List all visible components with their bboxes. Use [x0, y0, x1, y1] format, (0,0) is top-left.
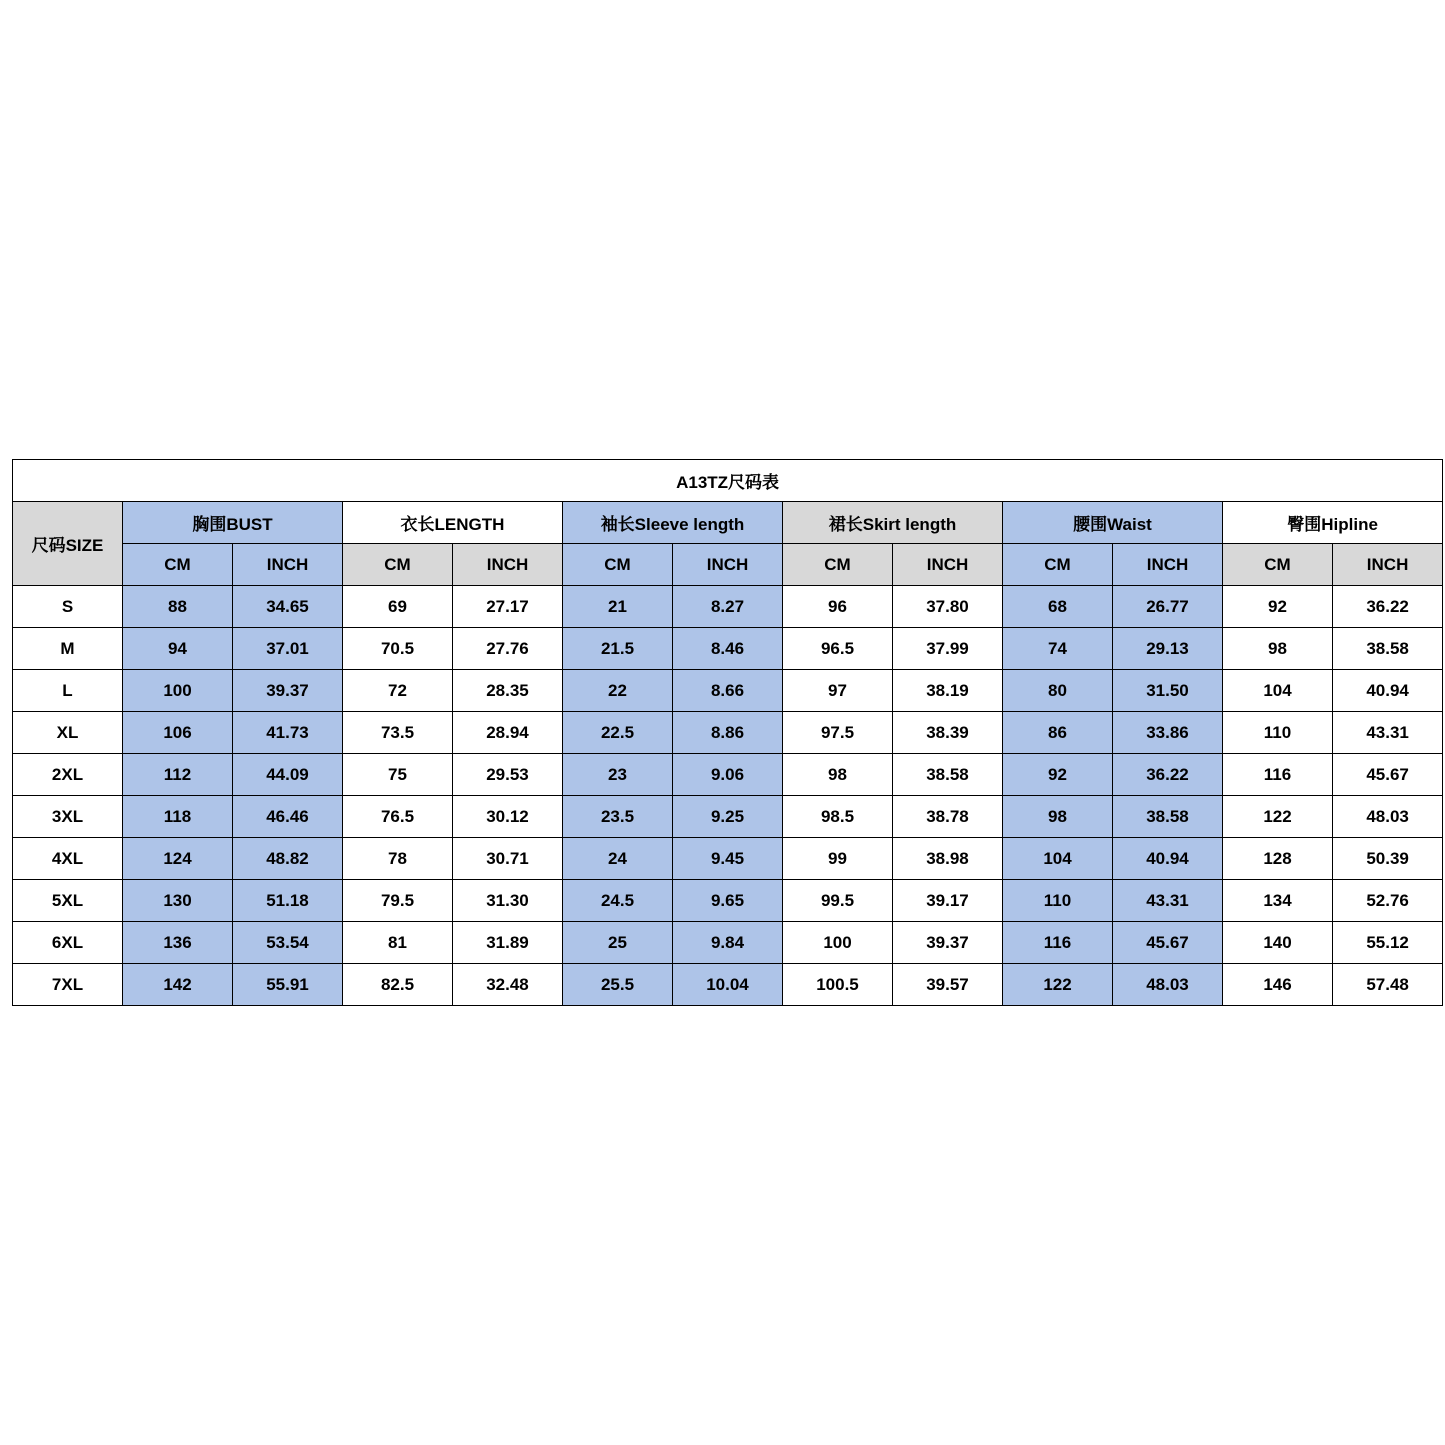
cell-sleeve-inch: 10.04: [673, 964, 783, 1006]
cell-skirt-cm: 99.5: [783, 880, 893, 922]
cell-sleeve-cm: 21.5: [563, 628, 673, 670]
cell-hip-cm: 140: [1223, 922, 1333, 964]
cell-sleeve-inch: 9.25: [673, 796, 783, 838]
cell-waist-inch: 36.22: [1113, 754, 1223, 796]
cell-length-inch: 27.17: [453, 586, 563, 628]
cell-skirt-inch: 38.78: [893, 796, 1003, 838]
cell-bust-inch: 55.91: [233, 964, 343, 1006]
cell-hip-cm: 104: [1223, 670, 1333, 712]
cell-hip-inch: 40.94: [1333, 670, 1443, 712]
cell-sleeve-cm: 23.5: [563, 796, 673, 838]
table-row: [13, 838, 1443, 880]
unit-header-skirt-inch: INCH: [893, 544, 1003, 586]
table-row: [13, 964, 1443, 1006]
cell-skirt-cm: 98.5: [783, 796, 893, 838]
cell-waist-inch: 40.94: [1113, 838, 1223, 880]
unit-header-skirt-cm: CM: [783, 544, 893, 586]
unit-header-bust-cm: CM: [123, 544, 233, 586]
cell-hip-cm: 92: [1223, 586, 1333, 628]
group-header-skirt-length: 裙长Skirt length: [783, 502, 1003, 544]
group-header-row: [13, 502, 1443, 544]
table-row: [13, 880, 1443, 922]
cell-hip-inch: 45.67: [1333, 754, 1443, 796]
row-size-label: XL: [13, 712, 123, 754]
row-size-label: S: [13, 586, 123, 628]
cell-waist-inch: 29.13: [1113, 628, 1223, 670]
cell-hip-cm: 110: [1223, 712, 1333, 754]
cell-length-cm: 72: [343, 670, 453, 712]
row-size-label: 3XL: [13, 796, 123, 838]
cell-waist-cm: 122: [1003, 964, 1113, 1006]
unit-header-sleeve-cm: CM: [563, 544, 673, 586]
cell-length-inch: 28.35: [453, 670, 563, 712]
unit-header-hipline-cm: CM: [1223, 544, 1333, 586]
table-title-row: [13, 460, 1443, 502]
cell-bust-cm: 112: [123, 754, 233, 796]
cell-length-cm: 78: [343, 838, 453, 880]
cell-waist-inch: 31.50: [1113, 670, 1223, 712]
cell-bust-cm: 88: [123, 586, 233, 628]
cell-waist-cm: 68: [1003, 586, 1113, 628]
row-size-label: 7XL: [13, 964, 123, 1006]
unit-header-length-cm: CM: [343, 544, 453, 586]
cell-sleeve-inch: 8.46: [673, 628, 783, 670]
group-header-length: 衣长LENGTH: [343, 502, 563, 544]
cell-hip-inch: 48.03: [1333, 796, 1443, 838]
cell-length-inch: 29.53: [453, 754, 563, 796]
row-size-label: 5XL: [13, 880, 123, 922]
cell-skirt-inch: 39.17: [893, 880, 1003, 922]
cell-waist-inch: 45.67: [1113, 922, 1223, 964]
cell-length-inch: 31.89: [453, 922, 563, 964]
cell-waist-inch: 48.03: [1113, 964, 1223, 1006]
row-size-label: M: [13, 628, 123, 670]
cell-sleeve-cm: 24: [563, 838, 673, 880]
row-size-label: L: [13, 670, 123, 712]
cell-skirt-inch: 37.80: [893, 586, 1003, 628]
cell-waist-inch: 38.58: [1113, 796, 1223, 838]
cell-hip-cm: 128: [1223, 838, 1333, 880]
cell-skirt-inch: 39.37: [893, 922, 1003, 964]
unit-header-waist-cm: CM: [1003, 544, 1113, 586]
table-row: [13, 628, 1443, 670]
cell-skirt-inch: 38.39: [893, 712, 1003, 754]
cell-skirt-inch: 38.98: [893, 838, 1003, 880]
cell-waist-cm: 116: [1003, 922, 1113, 964]
row-size-label: 6XL: [13, 922, 123, 964]
size-chart-container: [12, 459, 1433, 1006]
cell-sleeve-cm: 24.5: [563, 880, 673, 922]
cell-bust-inch: 37.01: [233, 628, 343, 670]
group-header-hipline: 臀围Hipline: [1223, 502, 1443, 544]
cell-sleeve-inch: 9.45: [673, 838, 783, 880]
row-size-label: 2XL: [13, 754, 123, 796]
cell-hip-cm: 122: [1223, 796, 1333, 838]
cell-bust-inch: 53.54: [233, 922, 343, 964]
cell-skirt-cm: 97.5: [783, 712, 893, 754]
cell-skirt-inch: 38.58: [893, 754, 1003, 796]
cell-waist-inch: 33.86: [1113, 712, 1223, 754]
cell-sleeve-cm: 21: [563, 586, 673, 628]
unit-header-waist-inch: INCH: [1113, 544, 1223, 586]
cell-skirt-cm: 100: [783, 922, 893, 964]
cell-length-cm: 79.5: [343, 880, 453, 922]
cell-bust-inch: 46.46: [233, 796, 343, 838]
cell-hip-inch: 43.31: [1333, 712, 1443, 754]
cell-bust-cm: 142: [123, 964, 233, 1006]
cell-length-inch: 27.76: [453, 628, 563, 670]
cell-length-cm: 75: [343, 754, 453, 796]
cell-sleeve-cm: 25.5: [563, 964, 673, 1006]
cell-skirt-cm: 99: [783, 838, 893, 880]
cell-bust-inch: 39.37: [233, 670, 343, 712]
size-chart-table: [12, 459, 1443, 1006]
cell-length-cm: 82.5: [343, 964, 453, 1006]
cell-hip-inch: 36.22: [1333, 586, 1443, 628]
cell-sleeve-inch: 9.84: [673, 922, 783, 964]
cell-length-inch: 30.12: [453, 796, 563, 838]
table-row: [13, 754, 1443, 796]
cell-sleeve-inch: 9.65: [673, 880, 783, 922]
cell-waist-cm: 98: [1003, 796, 1113, 838]
cell-skirt-inch: 39.57: [893, 964, 1003, 1006]
chart-title: A13TZ尺码表: [13, 460, 1443, 502]
cell-skirt-cm: 96.5: [783, 628, 893, 670]
cell-waist-inch: 43.31: [1113, 880, 1223, 922]
cell-sleeve-inch: 8.27: [673, 586, 783, 628]
cell-skirt-inch: 38.19: [893, 670, 1003, 712]
cell-bust-cm: 130: [123, 880, 233, 922]
group-header-sleeve-length: 袖长Sleeve length: [563, 502, 783, 544]
cell-length-cm: 81: [343, 922, 453, 964]
cell-waist-cm: 110: [1003, 880, 1113, 922]
cell-hip-cm: 134: [1223, 880, 1333, 922]
cell-waist-cm: 104: [1003, 838, 1113, 880]
cell-length-inch: 28.94: [453, 712, 563, 754]
cell-hip-cm: 98: [1223, 628, 1333, 670]
cell-waist-cm: 86: [1003, 712, 1113, 754]
cell-length-inch: 31.30: [453, 880, 563, 922]
cell-sleeve-cm: 22.5: [563, 712, 673, 754]
table-row: [13, 922, 1443, 964]
cell-sleeve-cm: 22: [563, 670, 673, 712]
cell-bust-cm: 94: [123, 628, 233, 670]
cell-skirt-cm: 98: [783, 754, 893, 796]
cell-hip-inch: 38.58: [1333, 628, 1443, 670]
cell-bust-cm: 118: [123, 796, 233, 838]
table-row: [13, 712, 1443, 754]
cell-length-inch: 32.48: [453, 964, 563, 1006]
group-header-bust: 胸围BUST: [123, 502, 343, 544]
cell-bust-cm: 136: [123, 922, 233, 964]
cell-waist-cm: 74: [1003, 628, 1113, 670]
cell-length-cm: 70.5: [343, 628, 453, 670]
cell-waist-cm: 80: [1003, 670, 1113, 712]
unit-header-sleeve-inch: INCH: [673, 544, 783, 586]
cell-skirt-cm: 100.5: [783, 964, 893, 1006]
cell-hip-inch: 52.76: [1333, 880, 1443, 922]
cell-bust-cm: 124: [123, 838, 233, 880]
cell-skirt-cm: 96: [783, 586, 893, 628]
cell-length-cm: 73.5: [343, 712, 453, 754]
cell-bust-inch: 34.65: [233, 586, 343, 628]
cell-skirt-inch: 37.99: [893, 628, 1003, 670]
cell-sleeve-cm: 25: [563, 922, 673, 964]
group-header-waist: 腰围Waist: [1003, 502, 1223, 544]
unit-header-length-inch: INCH: [453, 544, 563, 586]
table-row: [13, 670, 1443, 712]
cell-bust-inch: 44.09: [233, 754, 343, 796]
unit-header-row: [13, 544, 1443, 586]
cell-skirt-cm: 97: [783, 670, 893, 712]
size-column-header: 尺码SIZE: [13, 502, 123, 586]
cell-hip-cm: 116: [1223, 754, 1333, 796]
table-row: [13, 796, 1443, 838]
cell-length-cm: 76.5: [343, 796, 453, 838]
cell-waist-cm: 92: [1003, 754, 1113, 796]
row-size-label: 4XL: [13, 838, 123, 880]
cell-bust-inch: 41.73: [233, 712, 343, 754]
cell-sleeve-cm: 23: [563, 754, 673, 796]
cell-sleeve-inch: 9.06: [673, 754, 783, 796]
table-row: [13, 586, 1443, 628]
cell-hip-inch: 55.12: [1333, 922, 1443, 964]
unit-header-hipline-inch: INCH: [1333, 544, 1443, 586]
cell-bust-cm: 100: [123, 670, 233, 712]
cell-bust-inch: 51.18: [233, 880, 343, 922]
cell-length-cm: 69: [343, 586, 453, 628]
cell-bust-cm: 106: [123, 712, 233, 754]
cell-hip-inch: 50.39: [1333, 838, 1443, 880]
cell-sleeve-inch: 8.86: [673, 712, 783, 754]
cell-bust-inch: 48.82: [233, 838, 343, 880]
cell-sleeve-inch: 8.66: [673, 670, 783, 712]
cell-hip-cm: 146: [1223, 964, 1333, 1006]
cell-length-inch: 30.71: [453, 838, 563, 880]
cell-hip-inch: 57.48: [1333, 964, 1443, 1006]
unit-header-bust-inch: INCH: [233, 544, 343, 586]
cell-waist-inch: 26.77: [1113, 586, 1223, 628]
